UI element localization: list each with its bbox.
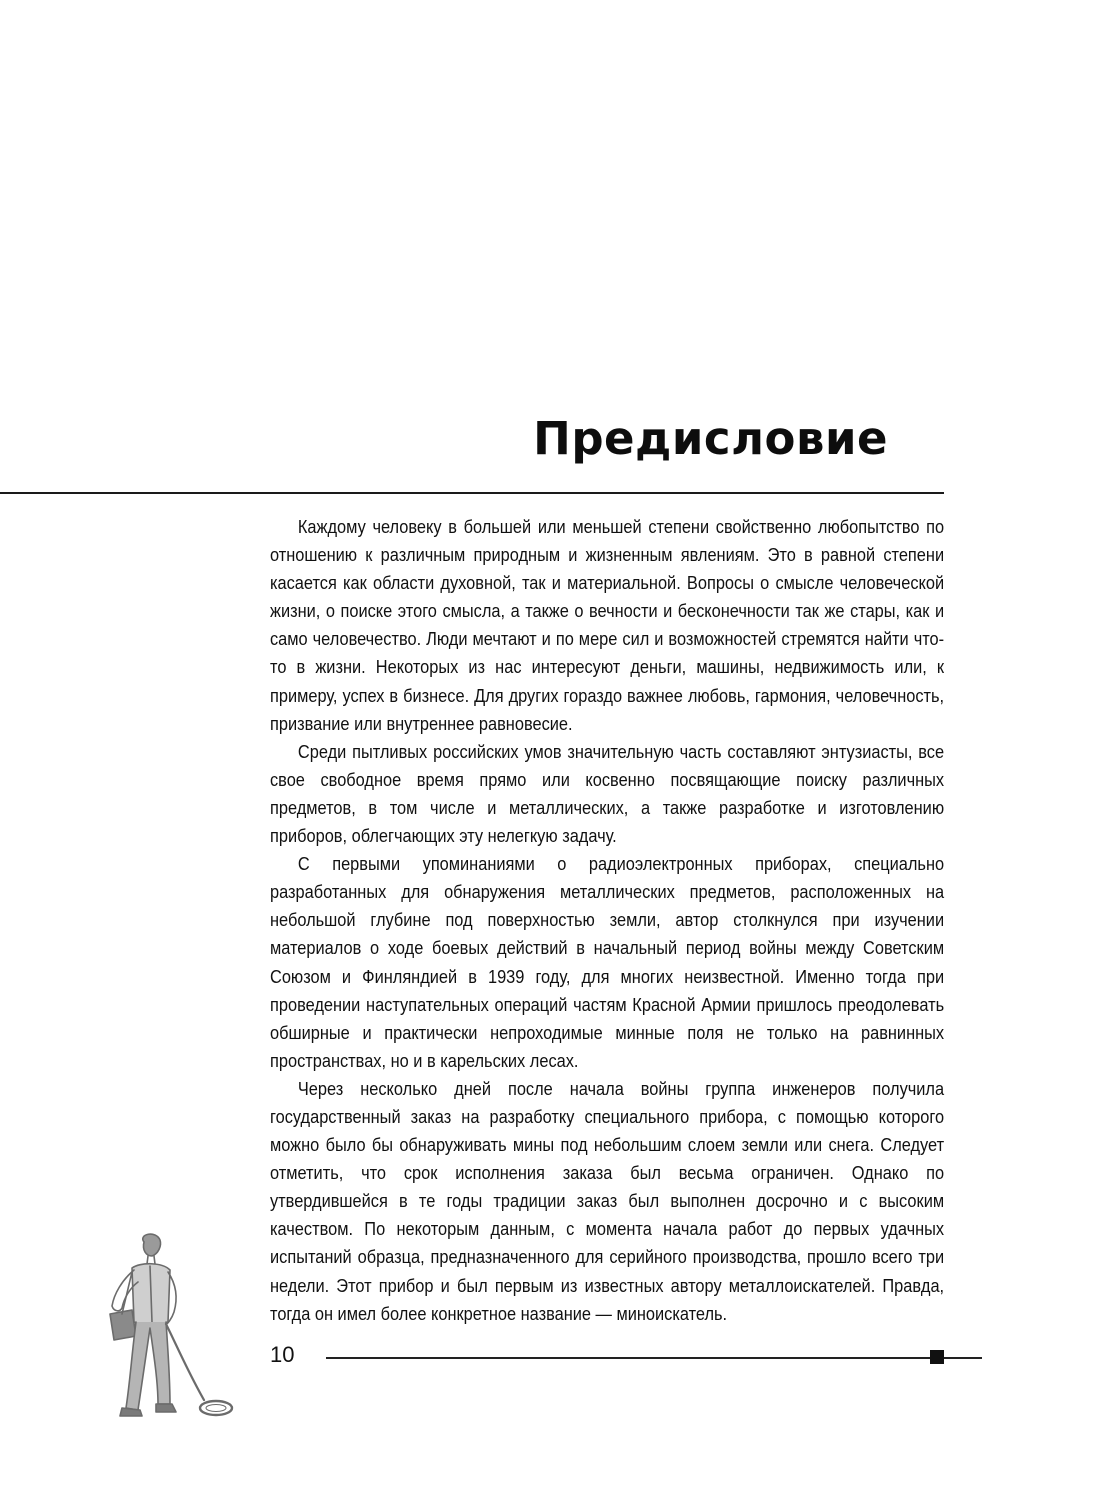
metal-detector-person-illustration <box>92 1232 252 1422</box>
paragraph-2: Среди пытливых российских умов значительную часть составляют энтузиасты, все свое свободное время прямо или косвенно посвящающие поиску различных предметов, в том числе и металлических, а также разработке и изготовлению приборов, облегчающих эту нелегкую задачу. <box>270 741 945 847</box>
bag <box>110 1310 136 1340</box>
detector-shaft <box>166 1324 204 1400</box>
footer-square-marker <box>930 1350 944 1364</box>
paragraph-1: Каждому человеку в большей или меньшей степени свойственно любопытство по отношению к различным природным и жизненным явлениям. Это в равной степени касается как области духовной, так и материальной. Вопросы о смысле человеческой жизни, о поиске этого смысла, а также о вечности и бесконечности так же стары, как и само человечество. Люди мечтают и по мере сил и возможностей стремятся найти что-то в жизни. Некоторых из нас интересуют деньги, машины, недвижимость или, к примеру, успех в бизнесе. Для других гораздо важнее любовь, гармония, человечность, призвание или внутреннее равновесие. <box>270 517 945 734</box>
paragraph-3: С первыми упоминаниями о радиоэлектронных приборах, специально разработанных для обнаружения металлических предметов, расположенных на небольшой глубине под поверхностью земли, автор столкнулся при изучении материалов о ходе боевых действий в начальный период войны между Советским Союзом и Финляндией в 1939 году, для многих неизвестной. Именно тогда при проведении наступательных операций частям Красной Армии пришлось преодолевать обширные и практически непроходимые минные поля не только на равнинных пространствах, но и в карельских лесах. <box>270 854 945 1071</box>
chapter-title: Предисловие <box>533 412 888 465</box>
page-number: 10 <box>270 1342 295 1367</box>
title-divider <box>0 492 944 494</box>
body-text <box>270 513 944 1328</box>
paragraph-4: Через несколько дней после начала войны группа инженеров получила государственный заказ на разработку специального прибора, с помощью которого можно было бы обнаруживать мины под небольшим слоем земли или снега. Следует отметить, что срок исполнения заказа был весьма ограничен. Однако по утвердившейся в те годы традиции заказ был выполнен досрочно и с высоким качеством. По некоторым данным, с момента начала работ до первых удачных испытаний образца, предназначенного для серийного производства, прошло всего три недели. Этот прибор и был первым из известных автору металлоискателей. Правда, тогда он имел более конкретное название — миноискатель. <box>270 1078 945 1324</box>
detector-coil <box>200 1401 232 1415</box>
footer-divider <box>326 1357 982 1359</box>
head <box>143 1234 161 1256</box>
